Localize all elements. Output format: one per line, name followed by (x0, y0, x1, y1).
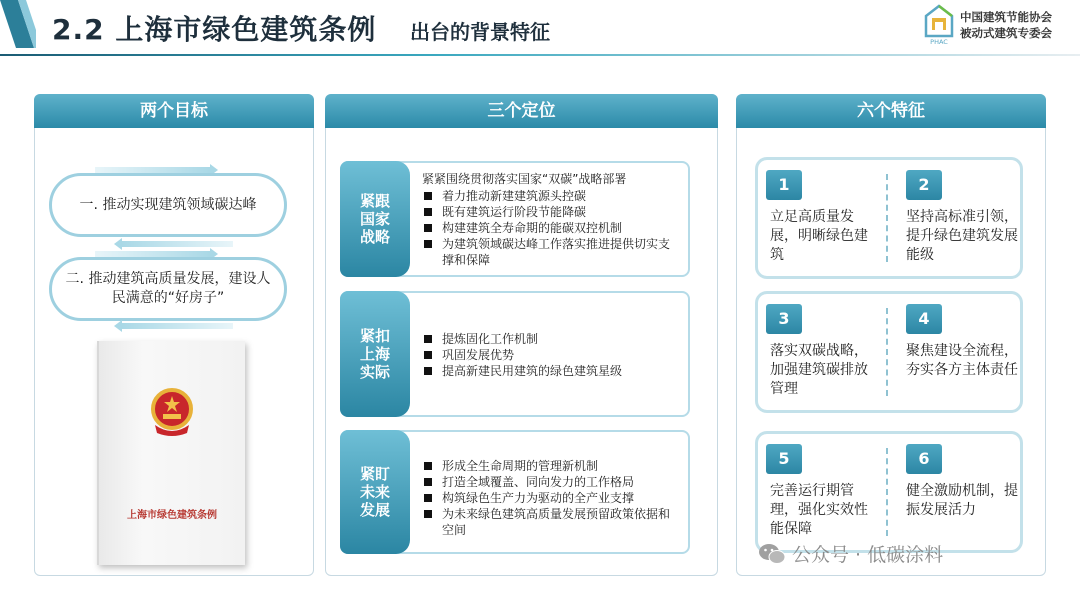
feature-number: 1 (766, 170, 802, 200)
feature-text: 完善运行期管理，强化实效性能保障 (770, 483, 868, 537)
national-emblem-icon (149, 387, 195, 437)
list-item: 巩固发展优势 (422, 347, 680, 363)
wechat-icon (758, 542, 786, 566)
positions-heading: 三个定位 (325, 94, 718, 128)
features-panel (736, 94, 1046, 576)
feature-text: 聚焦建设全流程，夯实各方主体责任 (906, 343, 1018, 378)
position-tag-2: 紧扣 上海 实际 (340, 291, 410, 417)
goals-heading: 两个目标 (34, 94, 314, 128)
position-list-2 (422, 331, 680, 379)
list-item: 既有建筑运行阶段节能降碳 (422, 204, 680, 220)
dashed-divider (886, 174, 888, 262)
dashed-divider (886, 308, 888, 396)
list-item: 提高新建民用建筑的绿色建筑星级 (422, 363, 680, 379)
feature-row-1 (755, 157, 1023, 279)
list-item: 构筑绿色生产力为驱动的全产业支撑 (422, 490, 680, 506)
position-card-3 (340, 430, 690, 554)
header-stripe-icon (0, 0, 36, 48)
positions-panel (325, 94, 718, 576)
position-list-1 (422, 171, 680, 268)
features-heading: 六个特征 (736, 94, 1046, 128)
org-line-1: 中国建筑节能协会 (960, 10, 1052, 24)
association-logo-icon (924, 4, 954, 46)
book-title: 上海市绿色建筑条例 (127, 510, 217, 521)
watermark-text: 公众号 · 低碳涂料 (792, 544, 944, 566)
feature-number: 2 (906, 170, 942, 200)
list-item: 为建筑领域碳达峰工作落实推进提供切实支撑和保障 (422, 236, 680, 268)
page-subtitle: 出台的背景特征 (410, 20, 550, 44)
position-card-2 (340, 291, 690, 417)
feature-text: 坚持高标准引领，提升绿色建筑发展能级 (906, 209, 1018, 263)
feature-row-2 (755, 291, 1023, 413)
goals-panel (34, 94, 314, 576)
watermark (758, 540, 943, 567)
list-item: 提炼固化工作机制 (422, 331, 680, 347)
feature-text: 立足高质量发展，明晰绿色建筑 (770, 209, 868, 263)
feature-number: 6 (906, 444, 942, 474)
header-divider (0, 54, 1080, 56)
arrow-left-icon (121, 323, 233, 329)
page-title: 2.2 上海市绿色建筑条例 (52, 13, 377, 46)
list-item: 为未来绿色建筑高质量发展预留政策依据和空间 (422, 506, 680, 538)
position-tag-3: 紧盯 未来 发展 (340, 430, 410, 554)
list-item: 构建建筑全寿命期的能碳双控机制 (422, 220, 680, 236)
feature-number: 4 (906, 304, 942, 334)
feature-number: 3 (766, 304, 802, 334)
arrow-left-icon (121, 241, 233, 247)
list-item: 打造全域覆盖、同向发力的工作格局 (422, 474, 680, 490)
logo-text: PHAC (930, 38, 948, 46)
feature-text: 落实双碳战略，加强建筑碳排放管理 (770, 343, 868, 397)
regulation-book-cover (97, 341, 245, 565)
list-item: 着力推动新建建筑源头控碳 (422, 188, 680, 204)
goal-item-1: 一. 推动实现建筑领域碳达峰 (49, 173, 287, 237)
org-line-2: 被动式建筑专委会 (960, 26, 1052, 40)
organization-name (960, 9, 1052, 41)
feature-number: 5 (766, 444, 802, 474)
goal-item-2: 二. 推动建筑高质量发展，建设人民满意的“好房子” (49, 257, 287, 321)
feature-text: 健全激励机制，提振发展活力 (906, 483, 1018, 518)
list-item: 形成全生命周期的管理新机制 (422, 458, 680, 474)
feature-row-3 (755, 431, 1023, 553)
position-lead: 紧紧围绕贯彻落实国家“双碳”战略部署 (422, 172, 627, 186)
dashed-divider (886, 448, 888, 536)
position-tag-1: 紧跟 国家 战略 (340, 161, 410, 277)
position-card-1 (340, 161, 690, 277)
position-list-3 (422, 458, 680, 538)
